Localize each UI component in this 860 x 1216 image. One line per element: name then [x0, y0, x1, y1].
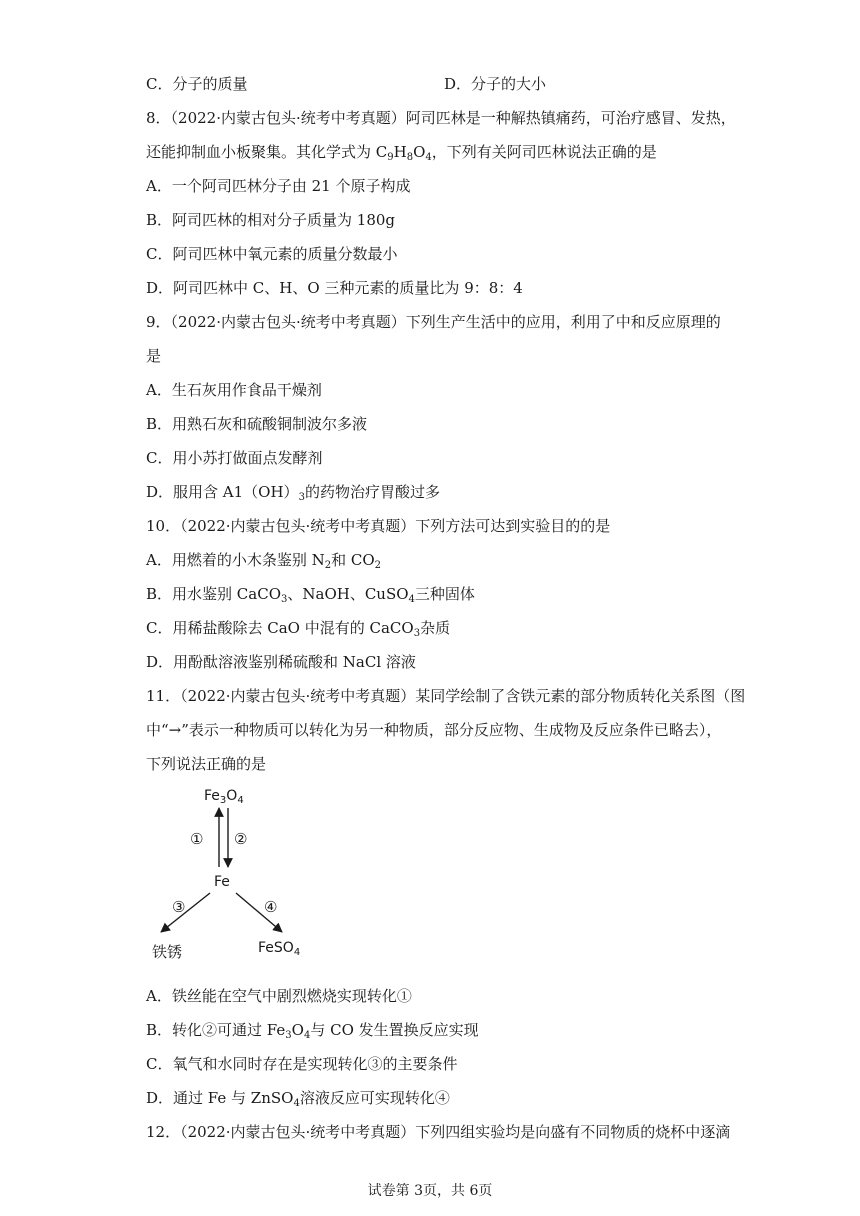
q10-option-d: D．用酚酞溶液鉴别稀硫酸和 NaCl 溶液	[146, 653, 416, 671]
q9-option-b: B．用熟石灰和硫酸铜制波尔多液	[146, 415, 368, 433]
q11-stem-line2: 中“→”表示一种物质可以转化为另一种物质，部分反应物、生成物及反应条件已略去），	[146, 721, 722, 739]
q11-option-d: D．通过 Fe 与 ZnSO$_4$溶液反应可实现转化④	[146, 1089, 450, 1109]
q8-option-d: D．阿司匹林中 C、H、O 三种元素的质量比为 9：8：4	[146, 279, 523, 297]
q8-option-a: A．一个阿司匹林分子由 21 个原子构成	[146, 177, 411, 195]
q9-stem-line2: 是	[146, 347, 162, 365]
q8-option-c: C．阿司匹林中氧元素的质量分数最小	[146, 245, 398, 263]
q10-stem: 10．（2022·内蒙古包头·统考中考真题）下列方法可达到实验目的的是	[146, 517, 611, 535]
q7-option-c: C．分子的质量	[146, 75, 248, 93]
q8-option-b: B．阿司匹林的相对分子质量为 180g	[146, 211, 396, 229]
q11-option-c: C．氧气和水同时存在是实现转化③的主要条件	[146, 1055, 458, 1073]
node-fe: Fe	[214, 874, 230, 890]
q7-option-d: D．分子的大小	[444, 75, 547, 93]
q8-stem-line2: 还能抑制血小板聚集。其化学式为 $C_9H_8O_4$，下列有关阿司匹林说法正确的是	[146, 143, 657, 163]
q9-option-a: A．生石灰用作食品干燥剂	[146, 381, 322, 399]
q11-stem-line1: 11．（2022·内蒙古包头·统考中考真题）某同学绘制了含铁元素的部分物质转化关系图（图	[146, 687, 746, 705]
q10-option-b: B．用水鉴别 CaCO$_3$、NaOH、CuSO$_4$三种固体	[146, 585, 475, 605]
q11-stem-line3: 下列说法正确的是	[146, 755, 267, 773]
q9-option-d: D．服用含 $A1(OH)_3$的药物治疗胃酸过多	[146, 483, 440, 503]
q9-option-c: C．用小苏打做面点发酵剂	[146, 449, 323, 467]
q11-option-b: B．转化②可通过 $Fe_3O_4$与 CO 发生置换反应实现	[146, 1021, 479, 1041]
q10-option-a: A．用燃着的小木条鉴别 $N_2$和 $CO_2$	[146, 551, 382, 571]
q11-option-a: A．铁丝能在空气中剧烈燃烧实现转化①	[146, 987, 412, 1005]
iron-conversion-diagram	[146, 782, 346, 967]
q10-option-c: C．用稀盐酸除去 CaO 中混有的 CaCO$_3$杂质	[146, 619, 451, 639]
label-3: ③	[172, 898, 186, 916]
q9-stem-line1: 9．（2022·内蒙古包头·统考中考真题）下列生产生活中的应用，利用了中和反应原理的	[146, 313, 721, 331]
q8-stem-line1: 8．（2022·内蒙古包头·统考中考真题）阿司匹林是一种解热镇痛药，可治疗感冒、发热，	[146, 109, 736, 127]
node-fe3o4: $Fe_3O_4$	[204, 788, 244, 806]
node-rust: 铁锈	[152, 943, 183, 961]
label-4: ④	[264, 898, 278, 916]
label-2: ②	[234, 830, 248, 848]
page-footer: 试卷第 3页，共 6页	[367, 1183, 493, 1199]
node-feso4: FeSO$_4$	[258, 940, 301, 958]
label-1: ①	[190, 830, 204, 848]
q12-stem-line1: 12．（2022·内蒙古包头·统考中考真题）下列四组实验均是向盛有不同物质的烧杯中逐滴	[146, 1123, 731, 1141]
arrow-3	[161, 893, 210, 932]
